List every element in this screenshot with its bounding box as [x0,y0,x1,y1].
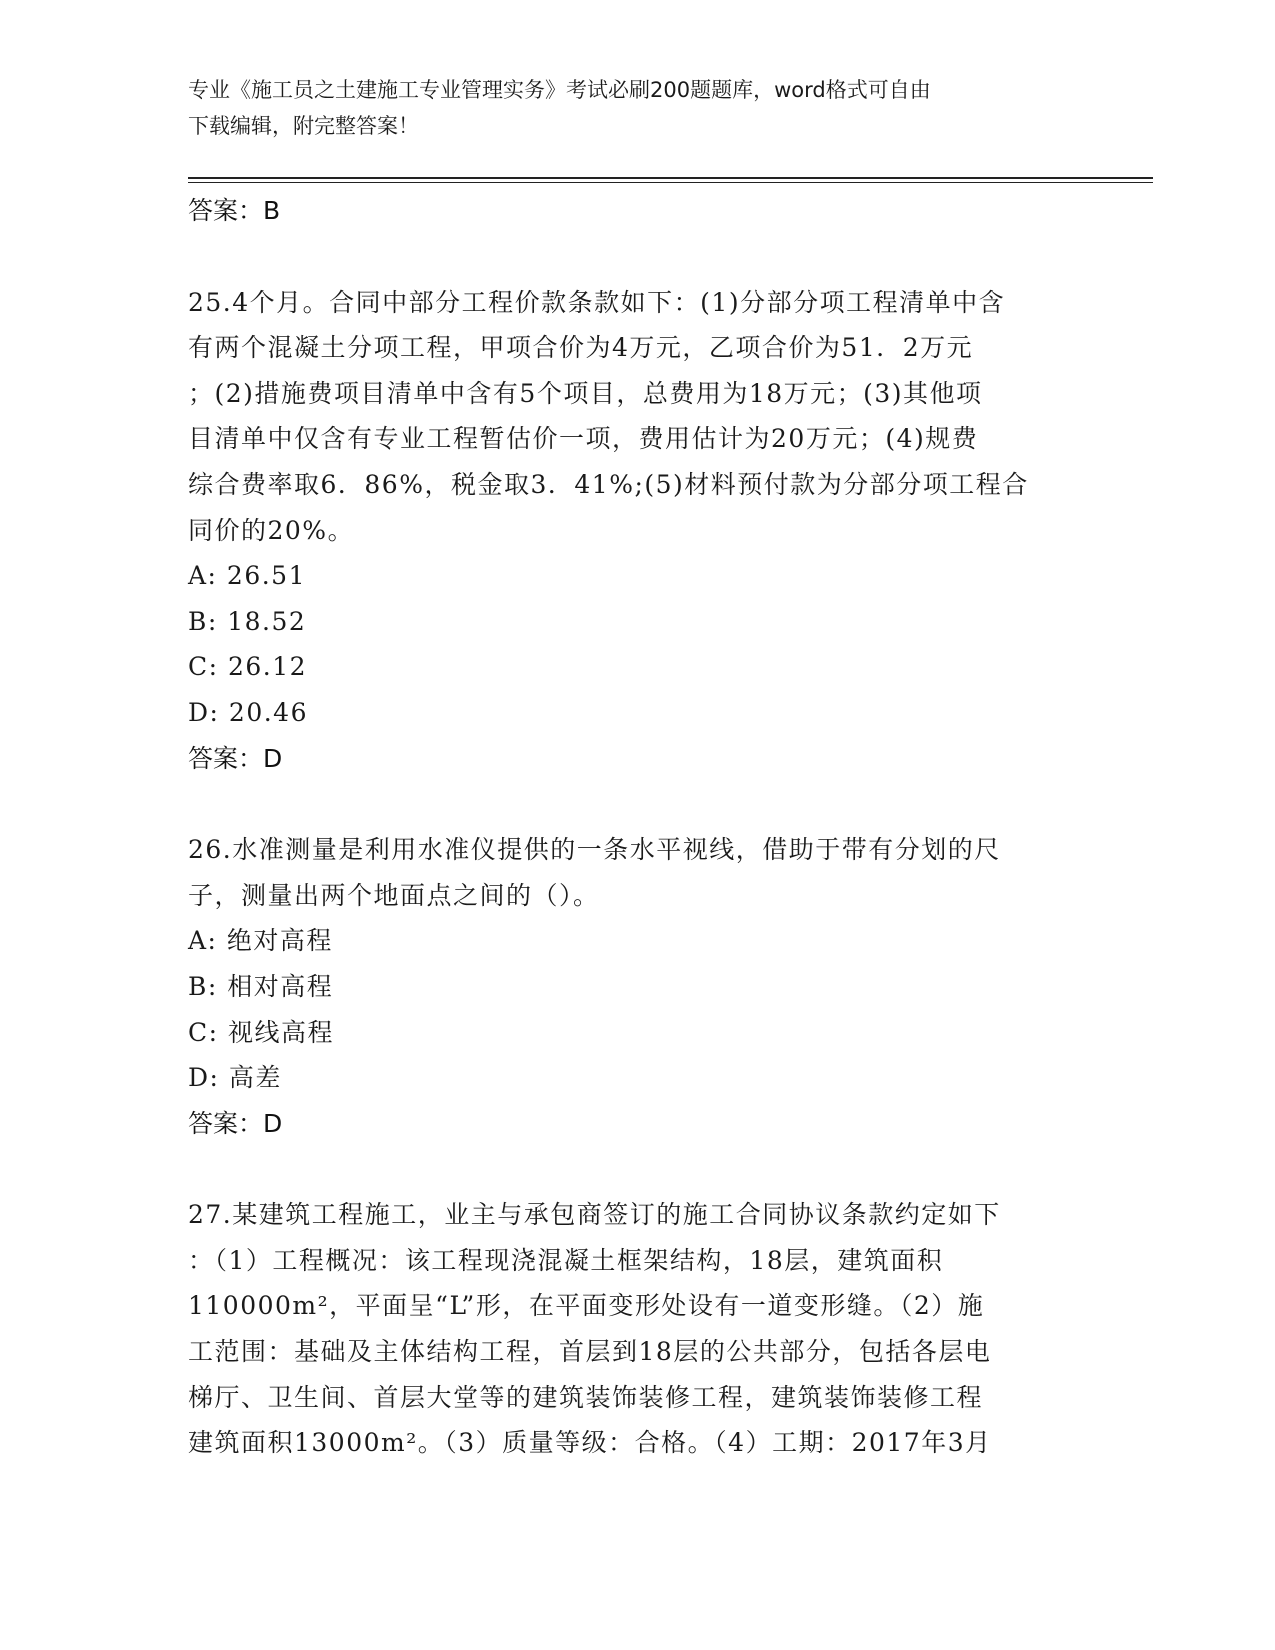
spacer [188,234,1088,280]
header-line: 专业《施工员之土建施工专业管理实务》考试必刷200题题库，word格式可自由 [188,78,931,102]
question-stem-line: 110000m²，平面呈“L”形，在平面变形处设有一道变形缝。（2）施 [188,1291,985,1321]
option-d: D: 高差 [188,1063,282,1093]
question-stem-line: 建筑面积13000m²。（3）质量等级：合格。（4）工期：2017年3月 [188,1428,992,1458]
question-stem-line: 梯厅、卫生间、首层大堂等的建筑装饰装修工程，建筑装饰装修工程 [188,1382,984,1412]
spacer [188,1147,1088,1193]
question-stem-line: 目清单中仅含有专业工程暂估价一项，费用估计为20万元；(4)规费 [188,424,979,454]
option-d: D: 20.46 [188,697,308,727]
answer-line: 答案：D [188,743,283,773]
question-stem-line: 同价的20%。 [188,515,355,545]
question-stem-line: ：（1）工程概况：该工程现浇混凝土框架结构，18层，建筑面积 [188,1245,944,1275]
question-stem-line: 综合费率取6．86%，税金取3．41%;(5)材料预付款为分部分项工程合 [188,469,1029,499]
option-b: B: 18.52 [188,606,307,636]
question-stem-line: 工范围：基础及主体结构工程，首层到18层的公共部分，包括各层电 [188,1337,992,1367]
spacer [188,782,1088,828]
question-stem-line: 26.水准测量是利用水准仪提供的一条水平视线，借助于带有分划的尺 [188,835,1001,865]
question-stem-line: 有两个混凝土分项工程，甲项合价为4万元，乙项合价为51．2万元 [188,333,974,363]
answer-line: 答案：D [188,1108,283,1138]
page-header [188,72,1088,144]
question-stem-line: 子，测量出两个地面点之间的（）。 [188,880,600,910]
question-stem-line: 25.4个月。合同中部分工程价款条款如下：(1)分部分项工程清单中含 [188,287,1006,317]
question-stem-line: ；(2)措施费项目清单中含有5个项目，总费用为18万元；(3)其他项 [188,378,983,408]
question-27 [188,1192,1088,1466]
header-line: 下载编辑，附完整答案！ [188,114,419,138]
option-a: A: 26.51 [188,561,306,591]
option-c: C: 视线高程 [188,1017,334,1047]
option-c: C: 26.12 [188,652,308,682]
question-stem-line: 27.某建筑工程施工，业主与承包商签订的施工合同协议条款约定如下 [188,1200,1001,1230]
header-rule-secondary [188,182,1153,183]
document-body [188,188,1088,1466]
header-rule [188,177,1153,179]
question-26 [188,827,1088,1147]
option-a: A: 绝对高程 [188,926,333,956]
question-25 [188,280,1088,782]
answer-line: 答案：B [188,196,281,225]
option-b: B: 相对高程 [188,971,334,1001]
